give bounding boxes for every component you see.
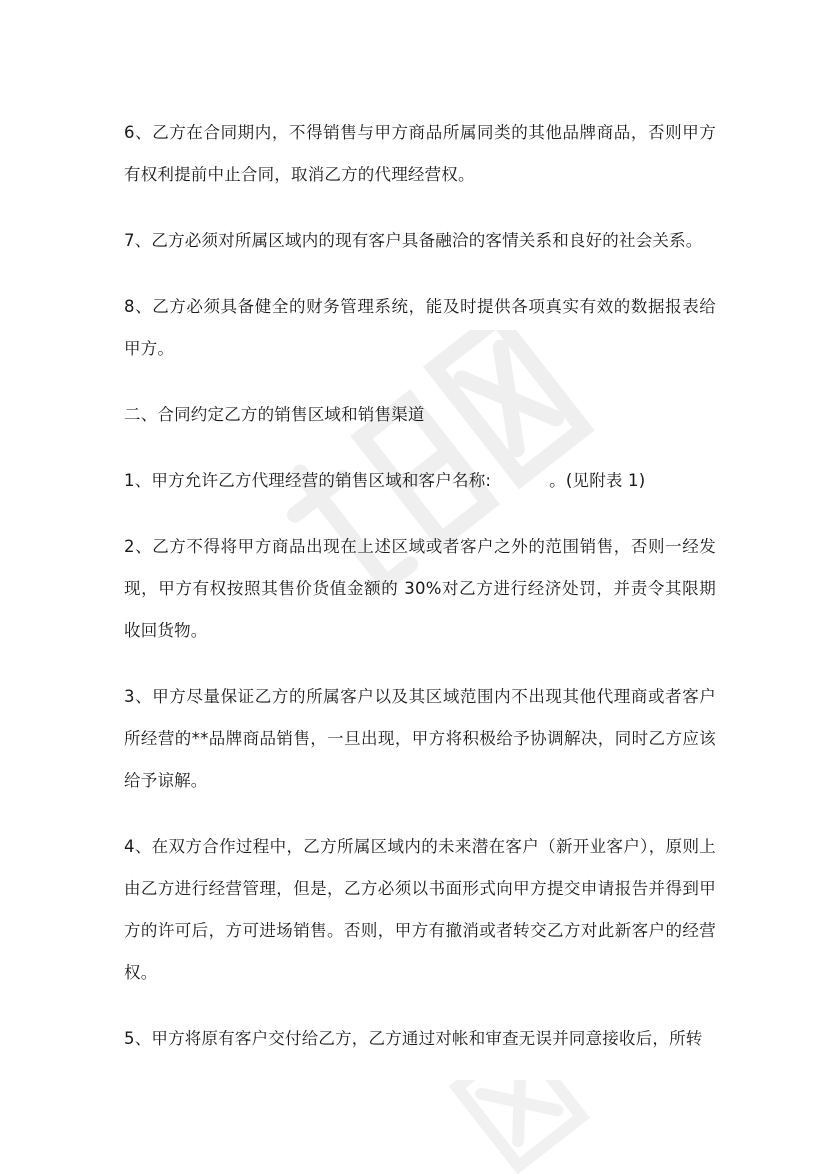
clause-2-1-suffix: 。(见附表 1) [549,471,646,490]
clause-2-5: 5、甲方将原有客户交付给乙方，乙方通过对帐和审查无误并同意接收后，所转 [124,1029,703,1048]
watermark-logo-bottom [300,1080,600,1174]
clause-2-3: 3、甲方尽量保证乙方的所属客户以及其区域范围内不出现其他代理商或者客户所经营的**品牌商品销售，一旦出现，甲方将积极给予协调解决，同时乙方应该给予谅解。 [124,687,716,790]
clause-2-1 [124,460,716,502]
clause-2-1-text: 1、甲方允许乙方代理经营的销售区域和客户名称: [124,471,492,490]
section-2-heading: 二、合同约定乙方的销售区域和销售渠道 [124,405,425,424]
clause-7: 7、乙方必须对所属区域内的现有客户具备融洽的客情关系和良好的社会关系。 [124,231,703,250]
clause-2-2: 2、乙方不得将甲方商品出现在上述区域或者客户之外的范围销售，否则一经发现，甲方有权按照其售价货值金额的 30%对乙方进行经济处罚，并责令其限期收回货物。 [124,537,716,640]
clause-6: 6、乙方在合同期内，不得销售与甲方商品所属同类的其他品牌商品，否则甲方有权利提前中止合同，取消乙方的代理经营权。 [124,123,716,184]
clause-8: 8、乙方必须具备健全的财务管理系统，能及时提供各项真实有效的数据报表给甲方。 [124,297,716,358]
document-body [124,112,716,1084]
clause-2-4: 4、在双方合作过程中，乙方所属区域内的未来潜在客户（新开业客户），原则上由乙方进行经营管理，但是，乙方必须以书面形式向甲方提交申请报告并得到甲方的许可后，方可进场销售。否则，甲方有撤消或者转交乙方对此新客户的经营权。 [124,837,716,982]
